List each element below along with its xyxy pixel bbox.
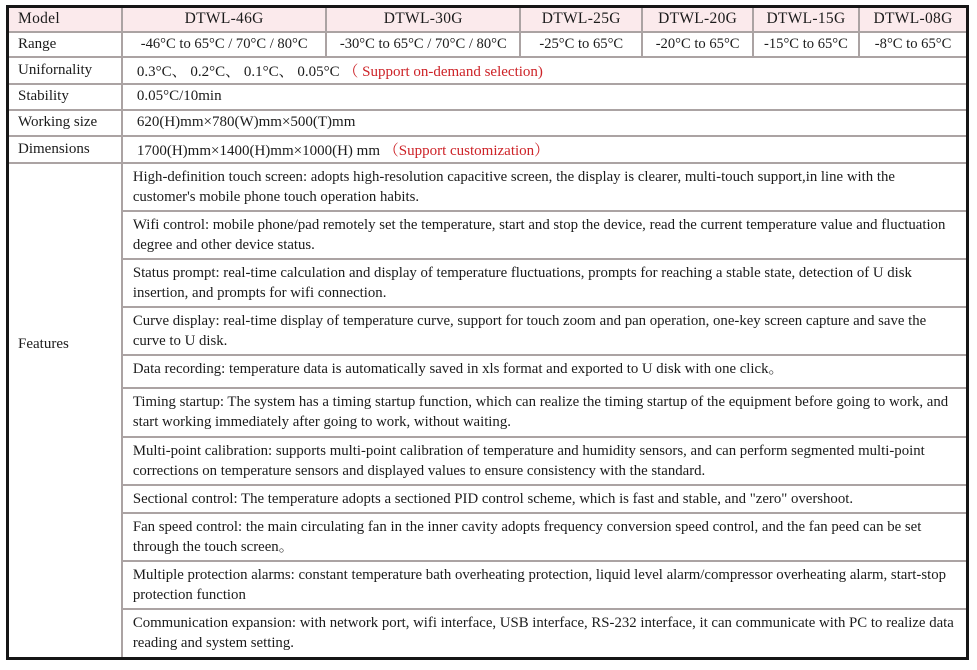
uniformality-row	[8, 57, 968, 84]
model-cell-dtwl-46g: DTWL-46G	[122, 7, 327, 32]
range-row	[8, 32, 968, 57]
features-row	[8, 259, 968, 307]
features-row	[8, 307, 968, 355]
feature-item-communication-expansion: Communication expansion: with network port, wifi interface, USB interface, RS-232 interface, it can communicate with PC to realize data reading and system setting.	[122, 609, 968, 658]
range-cell: -30°C to 65°C / 70°C / 80°C	[326, 32, 520, 57]
features-row	[8, 609, 968, 658]
feature-item-sectional-control: Sectional control: The temperature adopts a sectioned PID control scheme, which is fast and stable, and "zero" overshoot.	[122, 485, 968, 513]
spec-table	[6, 5, 969, 660]
working-size-row-label: Working size	[8, 110, 122, 136]
working-size-row	[8, 110, 968, 136]
range-row-label: Range	[8, 32, 122, 57]
features-row	[8, 355, 968, 388]
model-row	[8, 7, 968, 32]
model-cell-dtwl-20g: DTWL-20G	[642, 7, 752, 32]
features-row	[8, 485, 968, 513]
working-size-value-cell: 620(H)mm×780(W)mm×500(T)mm	[122, 110, 968, 136]
dimensions-value: 1700(H)mm×1400(H)mm×1000(H) mm	[136, 142, 380, 159]
uniformality-note: （ Support on-demand selection)	[343, 63, 543, 80]
uniformality-value-cell	[122, 57, 968, 84]
features-row-label: Features	[8, 163, 122, 659]
features-row	[8, 211, 968, 259]
model-cell-dtwl-25g: DTWL-25G	[520, 7, 642, 32]
features-row	[8, 388, 968, 436]
dimensions-row-label: Dimensions	[8, 136, 122, 163]
model-cell-dtwl-15g: DTWL-15G	[753, 7, 859, 32]
feature-item-timing-startup: Timing startup: The system has a timing startup function, which can realize the timing startup of the equipment before going to work, and start working immediately after going to work, without waiting.	[122, 388, 968, 436]
dimensions-value-cell	[122, 136, 968, 163]
feature-item-protection-alarms: Multiple protection alarms: constant temperature bath overheating protection, liquid level alarm/compressor overheating alarm, start-stop protection function	[122, 561, 968, 609]
features-row	[8, 513, 968, 561]
feature-item-curve-display: Curve display: real-time display of temperature curve, support for touch zoom and pan operation, one-key screen capture and save the curve to U disk.	[122, 307, 968, 355]
model-cell-dtwl-30g: DTWL-30G	[326, 7, 520, 32]
stability-row-label: Stability	[8, 84, 122, 110]
range-cell: -8°C to 65°C	[859, 32, 967, 57]
range-cell: -46°C to 65°C / 70°C / 80°C	[122, 32, 327, 57]
uniformality-row-label: Unifornality	[8, 57, 122, 84]
stability-value-cell: 0.05°C/10min	[122, 84, 968, 110]
range-cell: -25°C to 65°C	[520, 32, 642, 57]
features-row	[8, 163, 968, 211]
dimensions-note: （Support customization）	[383, 142, 550, 159]
range-cell: -20°C to 65°C	[642, 32, 752, 57]
dimensions-row	[8, 136, 968, 163]
model-cell-dtwl-08g: DTWL-08G	[859, 7, 967, 32]
uniformality-value: 0.3°C、 0.2°C、 0.1°C、 0.05°C	[136, 63, 340, 80]
feature-item-status-prompt: Status prompt: real-time calculation and display of temperature fluctuations, prompts for reaching a stable state, detection of U disk insertion, and prompts for wifi connection.	[122, 259, 968, 307]
feature-item-fan-speed-control: Fan speed control: the main circulating fan in the inner cavity adopts frequency conversion speed control, and the fan peed can be set through the touch screen。	[122, 513, 968, 561]
stability-row	[8, 84, 968, 110]
features-row	[8, 561, 968, 609]
feature-item-wifi-control: Wifi control: mobile phone/pad remotely set the temperature, start and stop the device, read the current temperature value and fluctuation degree and other device status.	[122, 211, 968, 259]
model-row-label: Model	[8, 7, 122, 32]
features-row	[8, 437, 968, 485]
feature-item-touch-screen: High-definition touch screen: adopts high-resolution capacitive screen, the display is clearer, multi-touch support,in line with the customer's mobile phone touch operation habits.	[122, 163, 968, 211]
feature-item-data-recording: Data recording: temperature data is automatically saved in xls format and exported to U disk with one click。	[122, 355, 968, 388]
feature-item-multi-point-calibration: Multi-point calibration: supports multi-point calibration of temperature and humidity sensors, and can perform segmented multi-point corrections on temperature sensors and displayed values to ensure consistency with the standard.	[122, 437, 968, 485]
range-cell: -15°C to 65°C	[753, 32, 859, 57]
